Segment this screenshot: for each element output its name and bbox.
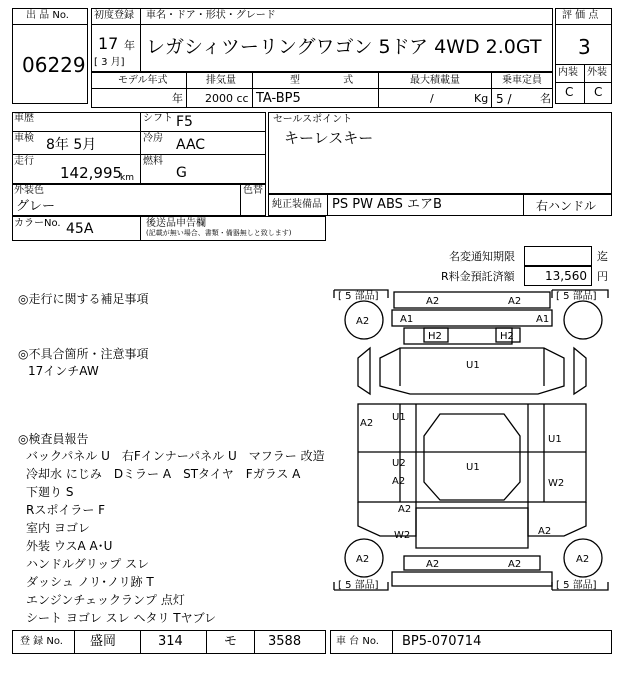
model-code-label: 型 式 bbox=[290, 75, 354, 86]
aftermarket-label: 後送品申告欄 bbox=[146, 218, 206, 229]
mark-fender-fr: U1 bbox=[548, 434, 562, 445]
mark-door-rr: W2 bbox=[548, 478, 565, 489]
mileage: 142,995 bbox=[60, 164, 123, 182]
tire-label-rl: [ 5 部品] bbox=[338, 580, 379, 591]
registration-class: 314 bbox=[158, 634, 183, 649]
fuel-label: 燃料 bbox=[143, 156, 163, 167]
inspector-line: エンジンチェックランプ 点灯 bbox=[26, 593, 185, 607]
inspection-label: 車検 bbox=[14, 133, 34, 144]
max-load-unit: Kg bbox=[474, 92, 489, 105]
inspector-line: シート ヨゴレ スレ ヘタリ Tヤブレ bbox=[26, 611, 217, 625]
defects-title: ◎不具合箇所・注意事項 bbox=[18, 347, 149, 361]
sales-point: キーレスキー bbox=[284, 129, 374, 147]
model-year-label: モデル年式 bbox=[118, 75, 168, 86]
equipment: PS PW ABS エアB bbox=[332, 197, 442, 212]
mark-headlight-r: H2 bbox=[500, 331, 514, 342]
inspector-line: Rスポイラー F bbox=[26, 503, 106, 517]
tire-label-fl: [ 5 部品] bbox=[338, 291, 379, 302]
car-name-label: 車名・ドア・形状・グレード bbox=[146, 10, 276, 21]
capacity: 5 / bbox=[496, 92, 512, 106]
registration-number-label: 登 録 No. bbox=[20, 636, 63, 647]
mark-door-rl2: A2 bbox=[392, 476, 406, 487]
inspector-title: ◎検査員報告 bbox=[18, 432, 89, 446]
mark-front-bumper-r: A2 bbox=[508, 296, 522, 307]
history-label: 車歴 bbox=[14, 113, 34, 124]
inspection: 8年 5月 bbox=[46, 137, 97, 153]
interior-label: 内装 bbox=[558, 67, 578, 78]
mark-quarter-rl2: W2 bbox=[394, 530, 411, 541]
model-code: TA-BP5 bbox=[256, 91, 301, 106]
repaint-label: 色替 bbox=[243, 185, 263, 196]
interior-grade: C bbox=[565, 85, 574, 99]
chassis-number: BP5-070714 bbox=[402, 634, 482, 649]
recycle-value: 13,560 bbox=[545, 269, 587, 283]
recycle-label: R料金預託済額 bbox=[441, 270, 515, 283]
mileage-unit: km bbox=[120, 173, 134, 183]
shift: F5 bbox=[176, 114, 193, 130]
registration-kana: モ bbox=[224, 634, 238, 649]
steering: 右ハンドル bbox=[536, 199, 597, 213]
capacity-unit: 名 bbox=[540, 92, 551, 105]
equipment-label: 純正装備品 bbox=[272, 199, 322, 210]
score-label: 評 価 点 bbox=[562, 10, 599, 21]
displacement-label: 排気量 bbox=[206, 75, 236, 86]
registration-year-unit: 年 bbox=[124, 39, 135, 52]
first-registration-label: 初度登録 bbox=[94, 10, 134, 21]
chassis-number-label: 車 台 No. bbox=[336, 636, 379, 647]
lot-number: 06229 bbox=[22, 53, 86, 77]
mark-rear-bumper-l: A2 bbox=[426, 559, 440, 570]
exterior-grade: C bbox=[594, 85, 603, 99]
lot-number-label: 出 品 No. bbox=[26, 10, 69, 21]
aftermarket-note: (記載が無い場合、書類・備器無しと致します) bbox=[146, 229, 292, 237]
change-deadline-box bbox=[524, 246, 592, 266]
mark-fender-fl: A2 bbox=[360, 418, 374, 429]
mark-front-lip-r: A1 bbox=[536, 314, 550, 325]
ext-color: グレー bbox=[16, 199, 56, 214]
mileage-label: 走行 bbox=[14, 156, 34, 167]
defects-line: 17インチAW bbox=[28, 364, 99, 378]
inspector-line: 室内 ヨゴレ bbox=[26, 521, 90, 535]
score-value: 3 bbox=[578, 35, 591, 59]
inspector-line: 冷却水 にじみ Dミラー A STタイヤ Fガラス A bbox=[26, 467, 301, 481]
mark-wheel-fl: A2 bbox=[356, 316, 370, 327]
change-deadline-label: 名変通知期限 bbox=[449, 250, 515, 263]
change-deadline-unit: 迄 bbox=[597, 250, 608, 263]
mark-front-lip-l: A1 bbox=[400, 314, 414, 325]
mark-headlight-l: H2 bbox=[428, 331, 442, 342]
mark-door-rl1: U2 bbox=[392, 458, 406, 469]
driving-notes-title: ◎走行に関する補足事項 bbox=[18, 292, 149, 306]
registration-number: 3588 bbox=[268, 634, 302, 649]
fuel: G bbox=[176, 165, 187, 181]
max-load-sep: / bbox=[430, 92, 434, 105]
tire-label-rr: [ 5 部品] bbox=[556, 580, 597, 591]
tire-label-fr: [ 5 部品] bbox=[556, 291, 597, 302]
car-damage-diagram bbox=[330, 286, 614, 602]
color-no-label: カラーNo. bbox=[14, 218, 61, 229]
displacement: 2000 cc bbox=[205, 92, 249, 105]
registration-year: 17 bbox=[98, 34, 119, 53]
ac-label: 冷房 bbox=[143, 133, 163, 144]
inspector-line: 外装 ウスA A･U bbox=[26, 539, 113, 553]
mark-hood: U1 bbox=[466, 360, 480, 371]
sales-point-label: セールスポイント bbox=[273, 114, 353, 125]
mark-wheel-rl: A2 bbox=[356, 554, 370, 565]
registration-month: [ 3 月] bbox=[94, 57, 125, 68]
car-name: レガシィツーリングワゴン 5ドア 4WD 2.0GT bbox=[146, 36, 542, 58]
exterior-label: 外装 bbox=[587, 67, 607, 78]
mark-wheel-rr: A2 bbox=[576, 554, 590, 565]
mark-front-bumper: A2 bbox=[426, 296, 440, 307]
inspector-line: ハンドルグリップ スレ bbox=[26, 557, 150, 571]
inspector-line: 下廻り S bbox=[26, 485, 74, 499]
inspector-line: バックパネル U 右Fインナーパネル U マフラー 改造 bbox=[26, 449, 325, 463]
registration-place: 盛岡 bbox=[90, 634, 117, 649]
color-no: 45A bbox=[66, 221, 94, 237]
recycle-unit: 円 bbox=[597, 270, 608, 283]
ext-color-label: 外装色 bbox=[14, 185, 44, 196]
model-year-unit: 年 bbox=[172, 92, 183, 105]
shift-label: シフト bbox=[143, 113, 173, 124]
ac: AAC bbox=[176, 137, 206, 153]
mark-door-fl: U1 bbox=[392, 412, 406, 423]
mark-roof: U1 bbox=[466, 462, 480, 473]
max-load-label: 最大積載量 bbox=[410, 75, 460, 86]
capacity-label: 乗車定員 bbox=[502, 75, 542, 86]
mark-quarter-rr: A2 bbox=[538, 526, 552, 537]
mark-quarter-rl1: A2 bbox=[398, 504, 412, 515]
inspector-line: ダッシュ ノリ･ノリ跡 T bbox=[26, 575, 154, 589]
mark-rear-bumper-r: A2 bbox=[508, 559, 522, 570]
